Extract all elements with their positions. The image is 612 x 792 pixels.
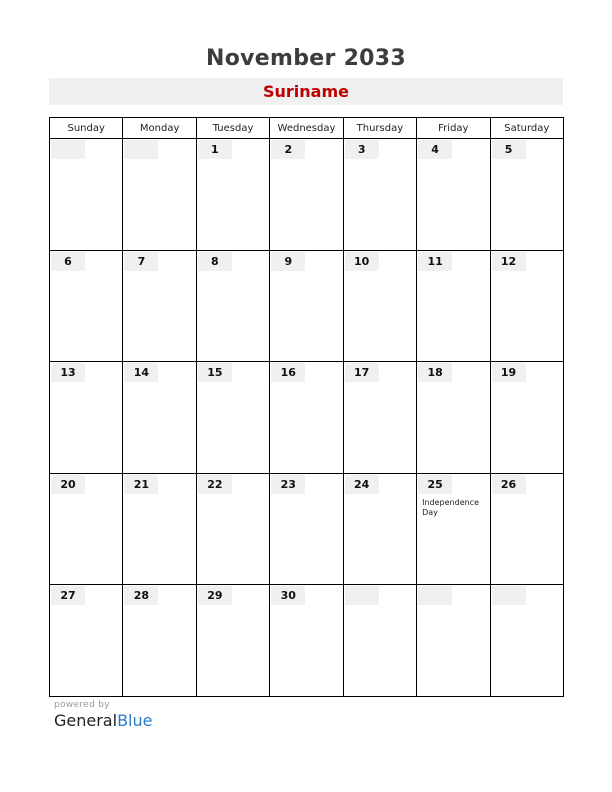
day-cell xyxy=(270,585,343,697)
day-number xyxy=(51,140,85,159)
week-row xyxy=(50,139,564,251)
day-number: 24 xyxy=(345,475,379,494)
week-row xyxy=(50,473,564,585)
day-cell xyxy=(490,139,563,251)
day-cell xyxy=(270,362,343,474)
day-number xyxy=(418,586,452,605)
day-number: 5 xyxy=(492,140,526,159)
day-number: 29 xyxy=(198,586,232,605)
day-number xyxy=(124,140,158,159)
weekday-wednesday: Wednesday xyxy=(270,118,343,139)
footer xyxy=(54,700,152,730)
day-number: 21 xyxy=(124,475,158,494)
powered-by-label: powered by xyxy=(54,700,110,710)
day-number: 1 xyxy=(198,140,232,159)
weekday-saturday: Saturday xyxy=(490,118,563,139)
week-row xyxy=(50,362,564,474)
day-cell xyxy=(490,250,563,362)
country-name: Suriname xyxy=(263,82,349,101)
page-title: November 2033 xyxy=(205,46,407,71)
generalblue-logo xyxy=(54,711,152,730)
week-row xyxy=(50,585,564,697)
day-cell xyxy=(196,473,269,585)
day-cell xyxy=(417,362,490,474)
holiday-label: Independence Day xyxy=(422,497,479,517)
weekday-friday: Friday xyxy=(417,118,490,139)
weekday-header-row xyxy=(50,118,564,139)
day-cell xyxy=(50,362,123,474)
day-number: 15 xyxy=(198,363,232,382)
day-cell xyxy=(270,473,343,585)
weekday-monday: Monday xyxy=(123,118,196,139)
country-banner xyxy=(49,78,563,105)
day-number: 22 xyxy=(198,475,232,494)
day-cell xyxy=(490,362,563,474)
day-cell xyxy=(343,250,416,362)
calendar-grid xyxy=(49,117,564,697)
day-cell xyxy=(123,250,196,362)
day-cell xyxy=(196,362,269,474)
day-cell xyxy=(343,362,416,474)
day-number: 14 xyxy=(124,363,158,382)
empty-day-cell xyxy=(343,585,416,697)
day-cell xyxy=(50,250,123,362)
day-cell xyxy=(270,139,343,251)
weekday-tuesday: Tuesday xyxy=(196,118,269,139)
empty-day-cell xyxy=(490,585,563,697)
day-number: 28 xyxy=(124,586,158,605)
day-number: 27 xyxy=(51,586,85,605)
day-cell xyxy=(417,139,490,251)
day-number: 7 xyxy=(124,252,158,271)
day-number: 2 xyxy=(271,140,305,159)
day-number: 10 xyxy=(345,252,379,271)
day-number: 3 xyxy=(345,140,379,159)
day-number: 20 xyxy=(51,475,85,494)
day-number: 17 xyxy=(345,363,379,382)
day-cell xyxy=(343,139,416,251)
day-cell xyxy=(417,473,490,585)
day-cell xyxy=(123,585,196,697)
day-number: 8 xyxy=(198,252,232,271)
day-cell xyxy=(196,250,269,362)
day-number: 18 xyxy=(418,363,452,382)
day-cell xyxy=(490,473,563,585)
day-number: 16 xyxy=(271,363,305,382)
logo-text-blue: Blue xyxy=(117,711,153,730)
day-number: 25 xyxy=(418,475,452,494)
day-cell xyxy=(343,473,416,585)
day-cell xyxy=(123,362,196,474)
day-number: 26 xyxy=(492,475,526,494)
logo-text-general: General xyxy=(54,711,118,730)
day-cell xyxy=(196,585,269,697)
day-number xyxy=(492,586,526,605)
day-number: 30 xyxy=(271,586,305,605)
day-number: 19 xyxy=(492,363,526,382)
day-cell xyxy=(270,250,343,362)
day-number xyxy=(345,586,379,605)
day-cell xyxy=(123,473,196,585)
empty-day-cell xyxy=(417,585,490,697)
empty-day-cell xyxy=(50,139,123,251)
day-number: 4 xyxy=(418,140,452,159)
week-row xyxy=(50,250,564,362)
day-number: 11 xyxy=(418,252,452,271)
day-number: 23 xyxy=(271,475,305,494)
day-number: 13 xyxy=(51,363,85,382)
weekday-thursday: Thursday xyxy=(343,118,416,139)
day-number: 6 xyxy=(51,252,85,271)
day-number: 9 xyxy=(271,252,305,271)
weekday-sunday: Sunday xyxy=(50,118,123,139)
day-number: 12 xyxy=(492,252,526,271)
day-cell xyxy=(417,250,490,362)
empty-day-cell xyxy=(123,139,196,251)
day-cell xyxy=(50,473,123,585)
day-cell xyxy=(50,585,123,697)
day-cell xyxy=(196,139,269,251)
